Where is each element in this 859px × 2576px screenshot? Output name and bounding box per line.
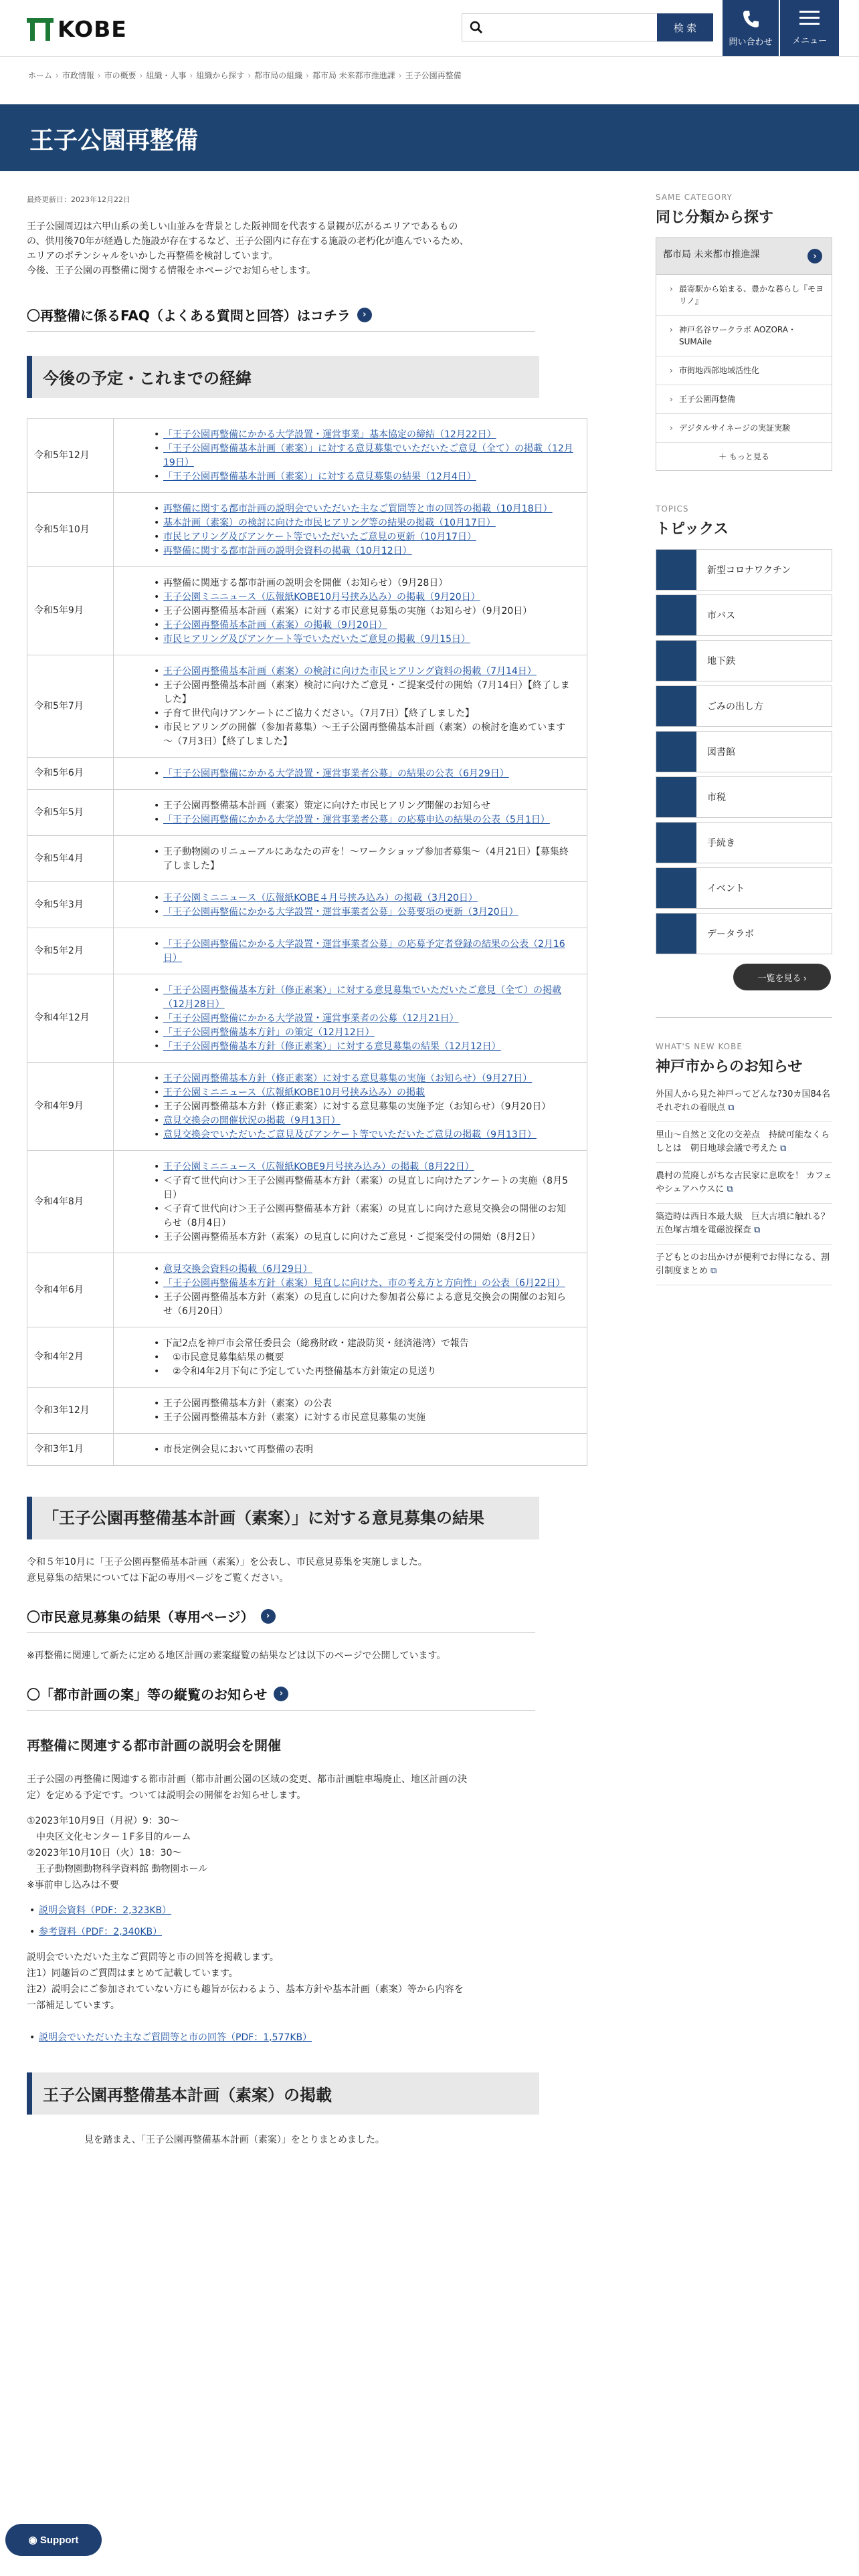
- same-category-caption: SAME CATEGORY: [656, 193, 733, 202]
- category-item[interactable]: › デジタルサイネージの実証実験: [656, 414, 832, 443]
- breadcrumb-separator: ›: [97, 71, 101, 80]
- breadcrumb-separator: ›: [56, 71, 59, 80]
- answer-doc-list-item: [27, 2030, 587, 2046]
- toshi-keikaku-link[interactable]: [27, 1684, 535, 1711]
- timeline-items: [114, 1327, 587, 1388]
- timeline-item: [154, 544, 573, 558]
- after-line: 一部補足しています。: [27, 2000, 120, 2011]
- hamburger-icon: [799, 9, 820, 27]
- timeline-date: 令和5年7月: [27, 655, 114, 758]
- support-label: Support: [39, 2535, 79, 2546]
- timeline-item: [154, 516, 573, 530]
- timeline-row: [27, 882, 587, 928]
- faq-link-label: 〇再整備に係るFAQ（よくある質問と回答）はコチラ: [27, 308, 351, 324]
- timeline-date: 令和3年12月: [27, 1388, 114, 1434]
- timeline-item: [154, 1365, 573, 1379]
- timeline-date: 令和4年9月: [27, 1063, 114, 1151]
- timeline-text: 子育て世代向けアンケートにご協力ください。（7月7日）【終了しました】: [163, 708, 474, 719]
- menu-label: メニュー: [791, 36, 827, 46]
- timeline-item-list: [154, 938, 573, 966]
- timeline-item: [154, 619, 573, 633]
- news-text: 外国人から見た神戸ってどんな?30カ国84名それぞれの着眼点: [656, 1089, 830, 1113]
- timeline-item: [154, 1114, 573, 1128]
- timeline-item-list: [154, 845, 573, 873]
- timeline-item: [154, 1230, 573, 1245]
- timeline-text: 王子公園再整備基本計画（素案）検討に向けたご意見・ご提案受付の開始（7月14日）【終了しました】: [163, 680, 570, 705]
- breadcrumb-separator: ›: [139, 71, 143, 80]
- timeline-text: 下記2点を神戸市会常任委員会（総務財政・建設防災・経済港湾）で報告: [163, 1338, 469, 1349]
- menu-button[interactable]: [780, 0, 839, 56]
- topic-item[interactable]: [656, 822, 832, 863]
- search-button[interactable]: 検 索: [657, 13, 713, 41]
- timeline-item: [154, 1160, 573, 1174]
- timeline-link[interactable]: 「王子公園再整備にかかる大学設置・運営事業者公募」の応募予定者登録の結果の公表（2月16日）: [163, 939, 565, 964]
- news-title: 神戸市からのお知らせ: [656, 1059, 803, 1075]
- timeline-date: 令和5年10月: [27, 493, 114, 567]
- breadcrumb-separator: ›: [306, 71, 309, 80]
- section-heading-schedule: 今後の予定・これまでの経緯: [27, 356, 539, 398]
- breadcrumb-separator: ›: [189, 71, 193, 80]
- timeline-row: [27, 1151, 587, 1253]
- page-banner: [0, 104, 859, 171]
- timeline-row: [27, 928, 587, 974]
- timeline-items: [114, 928, 587, 974]
- timeline-item-list: [154, 665, 573, 749]
- news-text: 築造時は西日本最大級 巨大古墳に触れる？ 五色塚古墳を電磁波探査: [656, 1212, 830, 1235]
- topic-label: ごみの出し方: [707, 702, 763, 712]
- timeline-table: [27, 418, 587, 1466]
- timeline-item-list: [154, 799, 573, 827]
- main-content: [27, 194, 587, 2148]
- breadcrumb-item[interactable]: 市の概要: [104, 71, 136, 80]
- topic-label: データラボ: [707, 929, 754, 940]
- timeline-items: [114, 1434, 587, 1466]
- topic-thumbnail: [656, 550, 696, 590]
- breadcrumb: [28, 70, 462, 81]
- opinion-note: ※再整備に関連して新たに定める地区計画の素案縦覧の結果などは以下のページで公開しています。: [27, 1650, 446, 1661]
- timeline-item: [154, 1100, 573, 1114]
- phone-icon: [742, 9, 759, 28]
- topics-list: [656, 549, 832, 954]
- opinion-line: 令和５年10月に「王子公園再整備基本計画（素案）」を公表し、市民意見募集を実施しました。: [27, 1557, 427, 1568]
- timeline-items: [114, 655, 587, 758]
- timeline-link[interactable]: 王子公園再整備基本計画（素案）の検討に向けた市民ヒアリング資料の掲載（7月14日）: [163, 666, 537, 677]
- category-item[interactable]: › 王子公園再整備: [656, 385, 832, 414]
- timeline-text: ②令和4年2月下旬に予定していた再整備基本方針策定の見送り: [173, 1366, 437, 1377]
- timeline-item: [154, 1291, 573, 1319]
- topic-label: 図書館: [707, 747, 735, 758]
- breadcrumb-item[interactable]: 組織から探す: [196, 71, 245, 80]
- topic-label: イベント: [707, 883, 745, 894]
- setsumei-line: 王子公園の再整備に関連する都市計画（都市計画公園の区域の変更、都市計画駐車場廃止、地区計画の決: [27, 1774, 467, 1785]
- category-list: [656, 275, 832, 471]
- intro-line: エリアのポテンシャルをいかした再整備を検討しています。: [27, 251, 278, 261]
- timeline-link[interactable]: 「王子公園再整備基本方針（修正素案）」に対する意見募集の結果（12月12日）: [163, 1041, 501, 1052]
- timeline-row: [27, 836, 587, 882]
- timeline-row: [27, 790, 587, 836]
- contact-button[interactable]: [723, 0, 779, 56]
- timeline-row: [27, 1434, 587, 1466]
- setsumei-doc-link[interactable]: 説明会資料（PDF：2,323KB）: [39, 1905, 172, 1916]
- external-link-icon: ⧉: [708, 1266, 717, 1276]
- news-item[interactable]: [656, 1163, 832, 1204]
- timeline-item-list: [154, 1263, 573, 1319]
- timeline-item: [154, 707, 573, 721]
- schedule-line: 王子動物園動物科学資料館 動物園ホール: [27, 1864, 208, 1874]
- timeline-item: [154, 591, 573, 605]
- setsumei-line: 定）を定める予定です。ついては説明会の開催をお知らせします。: [27, 1790, 306, 1801]
- timeline-link[interactable]: 「王子公園再整備にかかる大学設置・運営事業者公募」の応募申込の結果の公表（5月1日）: [163, 815, 550, 825]
- category-head-label: 都市局 未来都市推進課: [663, 249, 760, 260]
- topic-thumbnail: [656, 914, 696, 954]
- timeline-item: [154, 1337, 573, 1351]
- schedule-line: ②2023年10月10日（火）18：30～: [27, 1848, 182, 1858]
- after-line: 説明会でいただいた主なご質問等と市の回答を掲載します。: [27, 1952, 279, 1963]
- more-button[interactable]: ＋ もっと見る: [719, 452, 769, 461]
- timeline-text: 市民ヒアリングの開催（参加者募集）～王子公園再整備基本計画（素案）の検討を進めています～（7月3日）【終了しました】: [163, 722, 566, 747]
- timeline-text: 再整備に関連する都市計画の説明会を開催（お知らせ）（9月28日）: [163, 578, 448, 588]
- news-list: [656, 1081, 832, 1285]
- timeline-date: 令和5年5月: [27, 790, 114, 836]
- category-item[interactable]: › 市街地西部地域活性化: [656, 356, 832, 385]
- timeline-item: [154, 470, 573, 484]
- breadcrumb-item[interactable]: 組織・人事: [146, 71, 187, 80]
- timeline-items: [114, 758, 587, 790]
- timeline-item: [154, 1012, 573, 1026]
- timeline-item: [154, 665, 573, 679]
- breadcrumb-item[interactable]: 市政情報: [62, 71, 94, 80]
- search-icon: [469, 20, 484, 35]
- timeline-items: [114, 1151, 587, 1253]
- timeline-items: [114, 493, 587, 567]
- timeline-row: [27, 419, 587, 493]
- timeline-row: [27, 1327, 587, 1388]
- timeline-date: 令和4年12月: [27, 974, 114, 1063]
- news-text: 子どもとのお出かけが便利でお得になる、割引制度まとめ: [656, 1253, 830, 1276]
- timeline-row: [27, 758, 587, 790]
- timeline-text: 王子公園再整備基本方針（素案）の見直しに向けた参加者公募による意見交換会の開催のお知らせ（6月20日）: [163, 1292, 566, 1317]
- kobe-logo[interactable]: [27, 16, 127, 42]
- opinion-result-link[interactable]: [27, 1606, 535, 1633]
- topic-item[interactable]: [656, 685, 832, 727]
- last-updated: 最終更新日：2023年12月22日: [27, 195, 130, 204]
- timeline-item: [154, 984, 573, 1012]
- timeline-item: [154, 633, 573, 647]
- category-item[interactable]: › 神戸名谷ワークラボ AOZORA・SUMAile: [656, 316, 832, 356]
- intro-text: [27, 219, 587, 278]
- timeline-text: 王子動物園のリニューアルにあなたの声を！～ワークショップ参加者募集～（4月21日）【募集終了しました】: [163, 847, 569, 871]
- timeline-item: [154, 799, 573, 813]
- topic-item[interactable]: [656, 731, 832, 772]
- timeline-link[interactable]: 王子公園ミニニュース（広報紙KOBE10月号挟み込み）の掲載（9月20日）: [163, 592, 480, 603]
- timeline-date: 令和5年3月: [27, 882, 114, 928]
- timeline-text: ＜子育て世代向け＞王子公園再整備基本方針（素案）の見直しに向けた意見交換会の開催のお知らせ（8月4日）: [163, 1204, 566, 1228]
- timeline-item-list: [154, 1337, 573, 1379]
- timeline-items: [114, 1253, 587, 1327]
- timeline-link[interactable]: 王子公園ミニニュース（広報紙KOBE9月号挟み込み）の掲載（8月22日）: [163, 1162, 474, 1172]
- timeline-text: ①市民意見募集結果の概要: [173, 1352, 284, 1363]
- timeline-link[interactable]: 基本計画（素案）の検討に向けた市民ヒアリング等の結果の掲載（10月17日）: [163, 518, 496, 528]
- timeline-item: [154, 428, 573, 442]
- plan-text: 見を踏まえ、「王子公園再整備基本計画（素案）」をとりまとめました。: [84, 2135, 385, 2145]
- timeline-item: [154, 442, 573, 470]
- intro-line: の、供用後70年が経過した施設が存在するなど、王子公園内に存在する施設の老朽化が進んでいるため、: [27, 236, 469, 247]
- timeline-item: [154, 905, 573, 920]
- timeline-item-list: [154, 984, 573, 1054]
- timeline-items: [114, 1063, 587, 1151]
- timeline-item: [154, 502, 573, 516]
- timeline-row: [27, 567, 587, 655]
- schedule-line: ※事前申し込みは不要: [27, 1880, 119, 1891]
- timeline-item-list: [154, 1443, 573, 1457]
- timeline-text: 王子公園再整備基本方針（素案）の公表: [163, 1398, 332, 1409]
- news-item[interactable]: [656, 1122, 832, 1163]
- timeline-item-list: [154, 576, 573, 647]
- timeline-link[interactable]: 再整備に関する都市計画の説明会資料の掲載（10月12日）: [163, 546, 412, 556]
- breadcrumb-item[interactable]: ホーム: [28, 71, 53, 80]
- topics-title: トピックス: [656, 521, 729, 538]
- timeline-text: 王子公園再整備基本方針（修正素案）に対する意見募集の実施予定（お知らせ）（9月20日）: [163, 1101, 551, 1112]
- breadcrumb-separator: ›: [248, 71, 252, 80]
- timeline-item: [154, 1277, 573, 1291]
- external-link-icon: ⧉: [725, 1103, 735, 1113]
- external-link-icon: ⧉: [751, 1225, 761, 1235]
- timeline-link[interactable]: 王子公園再整備基本方針（修正素案）に対する意見募集の実施（お知らせ）（9月27日）: [163, 1073, 533, 1084]
- timeline-date: 令和5年9月: [27, 567, 114, 655]
- breadcrumb-item: 王子公園再整備: [405, 71, 462, 80]
- timeline-date: 令和5年4月: [27, 836, 114, 882]
- timeline-item: [154, 1443, 573, 1457]
- timeline-items: [114, 419, 587, 493]
- topic-thumbnail: [656, 823, 696, 863]
- search-box: [462, 13, 662, 41]
- topic-item[interactable]: [656, 776, 832, 818]
- timeline-link[interactable]: 「王子公園再整備基本方針（修正素案）」に対する意見募集でいただいたご意見（全て）の掲載（12月28日）: [163, 985, 561, 1010]
- timeline-row: [27, 493, 587, 567]
- intro-line: 王子公園周辺は六甲山系の美しい山並みを背景とした阪神間を代表する景観が広がるエリアであるもの: [27, 221, 458, 232]
- topic-item[interactable]: [656, 549, 832, 591]
- arrow-right-icon: ›: [357, 308, 372, 322]
- timeline-items: [114, 567, 587, 655]
- timeline-item: [154, 813, 573, 827]
- timeline-row: [27, 1063, 587, 1151]
- arrow-right-icon: ›: [807, 249, 822, 263]
- timeline-item: [154, 845, 573, 873]
- arrow-right-icon: ›: [274, 1687, 288, 1701]
- news-caption: WHAT'S NEW KOBE: [656, 1042, 743, 1051]
- schedule-line: 中央区文化センター１F多目的ルーム: [27, 1832, 191, 1842]
- timeline-link[interactable]: 「王子公園再整備基本計画（素案）」に対する意見募集の結果（12月4日）: [163, 471, 476, 482]
- timeline-item: [154, 1351, 573, 1365]
- timeline-item: [154, 1040, 573, 1054]
- kobe-mark-icon: [27, 18, 54, 41]
- sanko-doc-link[interactable]: 参考資料（PDF：2,340KB）: [39, 1927, 163, 1937]
- timeline-item: [154, 1072, 573, 1086]
- topic-item[interactable]: [656, 867, 832, 909]
- timeline-item: [154, 1174, 573, 1202]
- timeline-date: 令和3年1月: [27, 1434, 114, 1466]
- timeline-link[interactable]: 意見交換会の開催状況の掲載（9月13日）: [163, 1115, 341, 1126]
- topic-label: 市税: [707, 792, 726, 803]
- opinion-result-link-label: 〇市民意見募集の結果（専用ページ）: [27, 1609, 254, 1625]
- timeline-date: 令和4年6月: [27, 1253, 114, 1327]
- timeline-item: [154, 605, 573, 619]
- topics-caption: TOPICS: [656, 504, 689, 514]
- timeline-item-list: [154, 891, 573, 920]
- timeline-item-list: [154, 428, 573, 484]
- timeline-link[interactable]: 王子公園再整備基本計画（素案）の掲載（9月20日）: [163, 620, 387, 631]
- timeline-item: [154, 1202, 573, 1230]
- news-item[interactable]: [656, 1081, 832, 1122]
- timeline-item: [154, 938, 573, 966]
- timeline-item-list: [154, 767, 573, 781]
- logo-text: KOBE: [58, 16, 127, 42]
- arrow-right-icon: ›: [261, 1609, 276, 1624]
- topic-label: 手続き: [707, 838, 735, 849]
- timeline-link[interactable]: 「王子公園再整備基本方針」の策定（12月12日）: [163, 1027, 375, 1038]
- breadcrumb-item[interactable]: 都市局 未来都市推進課: [312, 71, 395, 80]
- setsumei-schedule: [27, 1813, 587, 1893]
- timeline-items: [114, 790, 587, 836]
- timeline-item-list: [154, 1397, 573, 1425]
- timeline-row: [27, 655, 587, 758]
- timeline-item: [154, 767, 573, 781]
- timeline-item: [154, 1026, 573, 1040]
- setsumei-after: [27, 1949, 587, 2014]
- timeline-item-list: [154, 1160, 573, 1245]
- timeline-link[interactable]: 市民ヒアリング及びアンケート等でいただいたご意見の掲載（9月15日）: [163, 634, 471, 645]
- news-item[interactable]: [656, 1245, 832, 1285]
- timeline-items: [114, 882, 587, 928]
- timeline-item: [154, 576, 573, 591]
- timeline-link[interactable]: 意見交換会資料の掲載（6月29日）: [163, 1264, 312, 1275]
- intro-line: 今後、王子公園の再整備に関する情報をホページでお知らせします。: [27, 265, 316, 276]
- timeline-link[interactable]: 「王子公園再整備にかかる大学設置・運営事業」基本協定の締結（12月22日）: [163, 429, 496, 440]
- sidebar: [656, 193, 832, 1285]
- timeline-item-list: [154, 502, 573, 558]
- setsumei-heading: 再整備に関連する都市計画の説明会を開催: [27, 1737, 281, 1753]
- section-heading-plan: 王子公園再整備基本計画（素案）の掲載: [27, 2072, 539, 2115]
- search-input[interactable]: [490, 17, 654, 39]
- timeline-row: [27, 1253, 587, 1327]
- timeline-text: ＜子育て世代向け＞王子公園再整備基本方針（素案）の見直しに向けたアンケートの実施（8月5日）: [163, 1176, 568, 1200]
- timeline-row: [27, 1388, 587, 1434]
- breadcrumb-item[interactable]: 都市局の組織: [254, 71, 303, 80]
- news-text: 農村の荒廃しがちな古民家に息吹を！ カフェやシェアハウスに: [656, 1171, 832, 1194]
- opinion-line: 意見募集の結果については下記の専用ページをご覧ください。: [27, 1573, 289, 1584]
- timeline-link[interactable]: 「王子公園再整備にかかる大学設置・運営事業者の公募（12月21日）: [163, 1013, 459, 1024]
- category-head-link[interactable]: [656, 237, 832, 275]
- after-line: 注1）同趣旨のご質問はまとめて記載しています。: [27, 1968, 238, 1979]
- same-category-title: 同じ分類から探す: [656, 209, 774, 226]
- timeline-link[interactable]: 「王子公園再整備基本方針（素案）見直しに向けた、市の考え方と方向性」の公表（6月22日）: [163, 1278, 565, 1289]
- topic-thumbnail: [656, 777, 696, 817]
- timeline-item: [154, 679, 573, 707]
- timeline-text: 市長定例会見において再整備の表明: [163, 1444, 313, 1455]
- timeline-items: [114, 1388, 587, 1434]
- faq-link[interactable]: [27, 305, 535, 332]
- topic-thumbnail: [656, 595, 696, 635]
- timeline-link[interactable]: 意見交換会でいただいたご意見及びアンケート等でいただいたご意見の掲載（9月13日）: [163, 1130, 537, 1140]
- answer-doc-link[interactable]: 説明会でいただいた主なご質問等と市の回答（PDF：1,577KB）: [39, 2032, 312, 2043]
- topic-thumbnail: [656, 868, 696, 908]
- timeline-items: [114, 836, 587, 882]
- topic-item[interactable]: [656, 913, 832, 954]
- topic-thumbnail: [656, 641, 696, 681]
- timeline-item: [154, 1086, 573, 1100]
- schedule-line: ①2023年10月9日（月祝）9：30～: [27, 1816, 179, 1826]
- view-list-button[interactable]: 一覧を見る ›: [733, 964, 831, 990]
- timeline-link[interactable]: 市民ヒアリング及びアンケート等でいただいたご意見の更新（10月17日）: [163, 532, 476, 542]
- timeline-link[interactable]: 「王子公園再整備基本計画（素案）」に対する意見募集でいただいたご意見（全て）の掲載（12月19日）: [163, 443, 573, 468]
- topic-thumbnail: [656, 732, 696, 772]
- timeline-date: 令和5年6月: [27, 758, 114, 790]
- timeline-link[interactable]: 再整備に関する都市計画の説明会でいただいた主なご質問等と市の回答の掲載（10月18日）: [163, 504, 553, 514]
- timeline-row: [27, 974, 587, 1063]
- toshi-keikaku-link-label: 〇「都市計画の案」等の縦覧のお知らせ: [27, 1687, 268, 1703]
- timeline-items: [114, 974, 587, 1063]
- timeline-link[interactable]: 王子公園ミニニュース（広報紙KOBE４月号挟み込み）の掲載（3月20日）: [163, 893, 478, 903]
- external-link-icon: ⧉: [724, 1184, 733, 1194]
- timeline-text: 王子公園再整備基本方針（素案）の見直しに向けたご意見・ご提案受付の開始（8月2日）: [163, 1232, 541, 1243]
- timeline-link[interactable]: 「王子公園再整備にかかる大学設置・運営事業者公募」の結果の公表（6月29日）: [163, 768, 509, 779]
- support-button[interactable]: [5, 2524, 102, 2556]
- timeline-date: 令和4年2月: [27, 1327, 114, 1388]
- topic-thumbnail: [656, 686, 696, 726]
- timeline-item: [154, 1128, 573, 1142]
- timeline-link[interactable]: 「王子公園再整備にかかる大学設置・運営事業者公募」公募要項の更新（3月20日）: [163, 907, 518, 918]
- support-chat-icon: ◉: [28, 2535, 37, 2546]
- page-title: 王子公園再整備: [29, 127, 199, 154]
- contact-label: 問い合わせ: [729, 37, 773, 47]
- site-header: [0, 0, 859, 57]
- timeline-date: 令和5年12月: [27, 419, 114, 493]
- timeline-link[interactable]: 王子公園ミニニュース（広報紙KOBE10月号挟み込み）の掲載: [163, 1087, 425, 1098]
- section-heading-opinion: 「王子公園再整備基本計画（素案）」に対する意見募集の結果: [27, 1497, 539, 1539]
- setsumei-doc-list-item: [27, 1924, 587, 1940]
- timeline-item: [154, 1263, 573, 1277]
- after-line: 注2）説明会にご参加されていない方にも趣旨が伝わるよう、基本方針や基本計画（素案）等から内容を: [27, 1984, 464, 1995]
- timeline-text: 王子公園再整備基本計画（素案）に対する市民意見募集の実施（お知らせ）（9月20日）: [163, 606, 533, 617]
- topic-item[interactable]: [656, 640, 832, 681]
- opinion-text: [27, 1554, 587, 1586]
- timeline-item: [154, 530, 573, 544]
- external-link-icon: ⧉: [777, 1144, 787, 1154]
- breadcrumb-separator: ›: [398, 71, 402, 80]
- setsumei-text: [27, 1772, 587, 1804]
- news-text: 里山～自然と文化の交差点 持続可能なくらしとは 朝日地球会議で考えた: [656, 1130, 830, 1154]
- timeline-date: 令和4年8月: [27, 1151, 114, 1253]
- timeline-item: [154, 721, 573, 749]
- timeline-item: [154, 1397, 573, 1411]
- topic-item[interactable]: [656, 595, 832, 636]
- timeline-text: 王子公園再整備基本方針（素案）に対する市民意見募集の実施: [163, 1412, 425, 1423]
- setsumei-doc-list-item: [27, 1903, 587, 1919]
- topic-label: 新型コロナワクチン: [707, 565, 791, 576]
- timeline-item-list: [154, 1072, 573, 1142]
- timeline-item: [154, 1411, 573, 1425]
- timeline-item: [154, 891, 573, 905]
- topic-label: 地下鉄: [707, 656, 735, 667]
- timeline-date: 令和5年2月: [27, 928, 114, 974]
- category-item[interactable]: › 最寄駅から始まる、豊かな暮らし『モヨリノ』: [656, 275, 832, 316]
- timeline-text: 王子公園再整備基本計画（素案）策定に向けた市民ヒアリング開催のお知らせ: [163, 800, 490, 811]
- topic-label: 市バス: [707, 611, 735, 621]
- news-item[interactable]: [656, 1204, 832, 1245]
